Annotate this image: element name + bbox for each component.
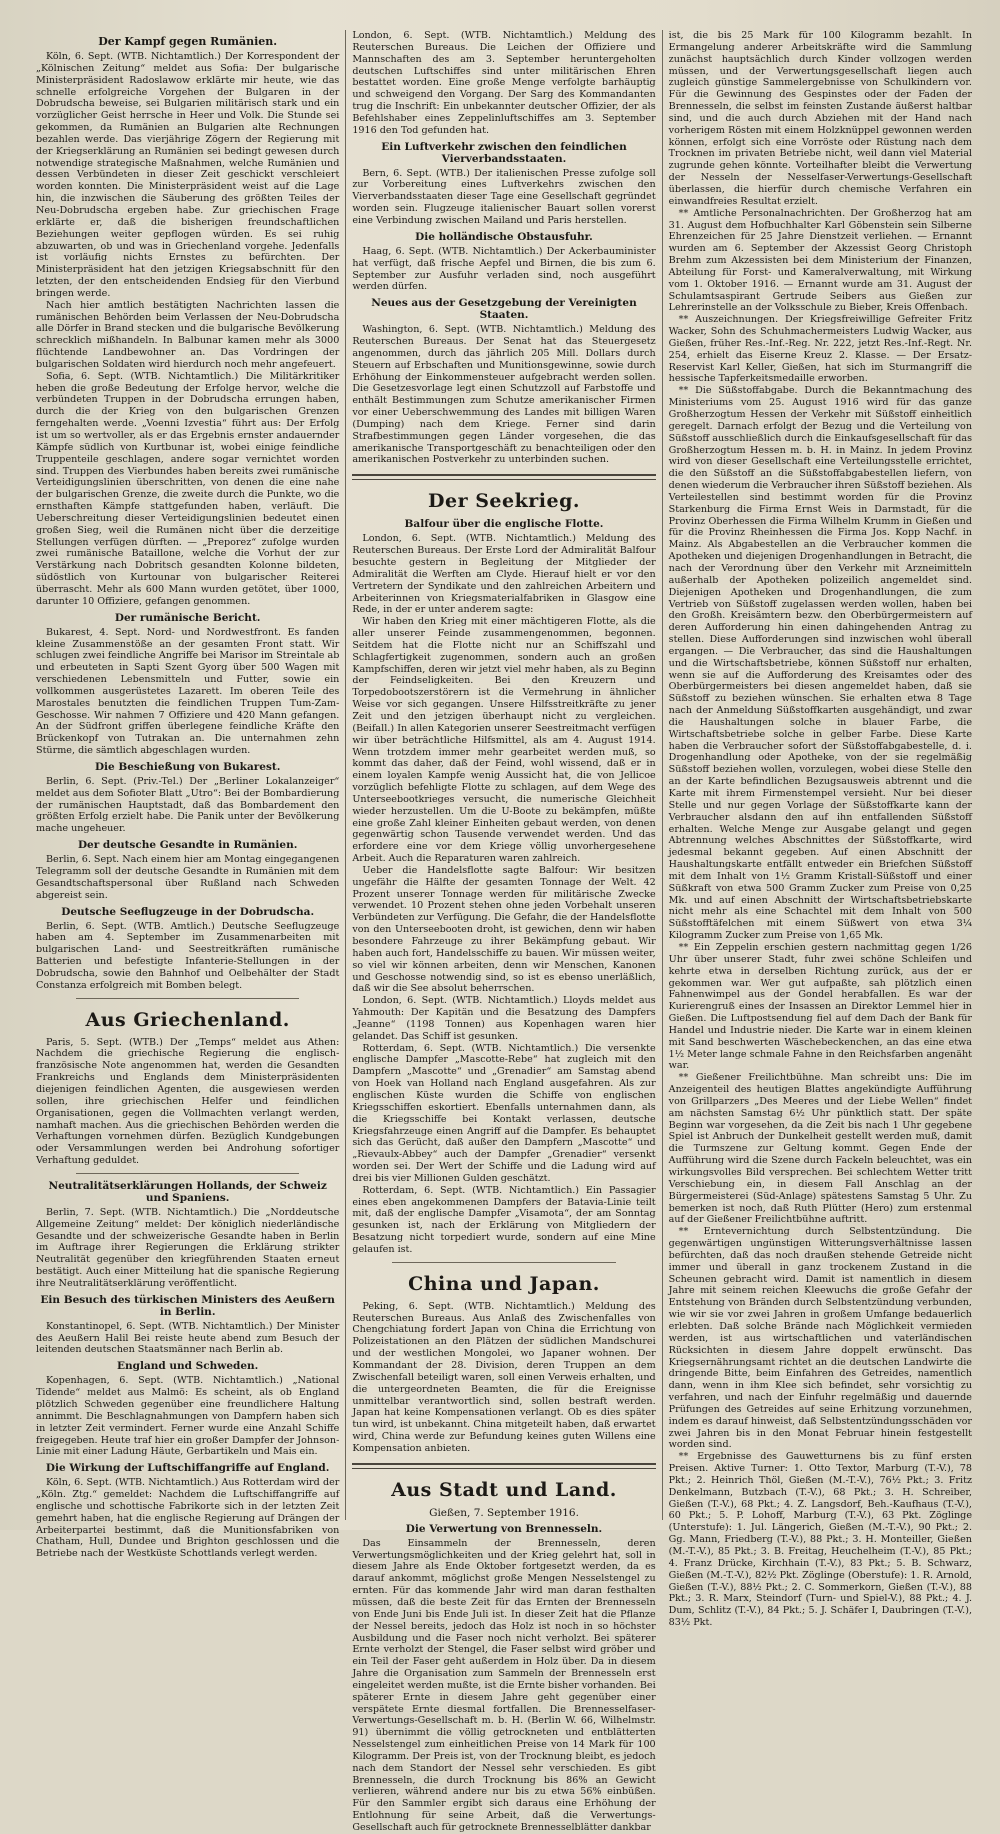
headline-gesetzgebung: Neues aus der Gesetzgebung der Vereinigten Staaten. xyxy=(371,297,637,322)
article-paragraph: London, 6. Sept. (WTB. Nichtamtlich.) Meldung des Reuterschen Bureaus. Der Erste Lord der Admiralität Balfour besuchte gestern in Begleitung der Mitglieder der Admiralität die Werften am Clyde. Hierauf hielt er vor den Vertretern der Syndikate und den zahlreichen Arbeitern und Arbeiterinnen von Kriegsmaterialfabriken in Glasgow eine Rede, in der er unter anderem sagte: xyxy=(352,533,656,616)
article-paragraph: Konstantinopel, 6. Sept. (WTB. Nichtamtlich.) Der Minister des Aeußern Halil Bei reiste heute abend zum Besuch der leitenden deutschen Staatsmänner nach Berlin ab. xyxy=(36,1320,340,1356)
headline-england-schweden: England und Schweden. xyxy=(117,1360,259,1373)
article-paragraph: Paris, 5. Sept. (WTB.) Der „Temps“ meldet aus Athen: Nachdem die griechische Regierung die englisch-französische Note angenommen hat, werden die Gesandten Frankreichs und Englands dem Ministerpräsidenten diejenigen feindlichen Agenten, die ausgewiesen werden sollen, ihre griechischen Helfer und feindlichen Organisationen, gegen die Vollmachten verlangt werden, namhaft machen. Aus die griechischen Behörden werden die Verhaftungen vornehmen dürfen. Bezüglich Kundgebungen oder Versammlungen werden bei Androhung sofortiger Verhaftung geduldet. xyxy=(36,1036,340,1167)
column-right xyxy=(668,30,972,1629)
article-paragraph: ** Erntevernichtung durch Selbstentzündung. Die gegenwärtigen ungünstigen Witterungsverhältnisse lassen befürchten, daß das noch draußen stehende Getreide nicht immer und überall in ganz trockenem Zustand in die Scheunen gebracht wird. Damit ist namentlich in diesem Jahre mit seinem reichen Kleewuchs die große Gefahr der Entstehung von Bränden durch Selbstentzündung verbunden, wie wir sie vor zwei Jahren in großem Umfange bedauerlich erlebten. Daß solche Brände nach Möglichkeit vermieden werden, ist aus wirtschaftlichen und vaterländischen Rücksichten in diesem Jahre doppelt erwünscht. Das Kriegsernährungsamt richtet an die deutschen Landwirte die dringende Bitte, beim Einfahren des Getreides, namentlich dann, wenn in ihm Klee sich befindet, sehr vorsichtig zu verfahren, und nach der Einfuhr regelmäßig und dauernde Prüfungen des Getreides auf seine Erhitzung vorzunehmen, indem es darauf hinweist, daß Selbstentzündungsschäden vor zwei Jahren bis in den Monat Februar hinein festgestellt worden sind. xyxy=(668,1226,972,1451)
column-left xyxy=(36,30,340,1560)
dateline: Gießen, 7. September 1916. xyxy=(429,1506,579,1519)
article-paragraph: Das Einsammeln der Brennesseln, deren Verwertungsmöglichkeiten und der Krieg gelehrt hat, soll in diesem Jahre als Ende Oktober fortgesetzt werden, da es darauf ankommt, möglichst große Mengen Nesselstengel zu ernten. Für das kommende Jahr wird man daran festhalten müssen, daß die beste Zeit für das Ernten der Brennesseln von Ende Juni bis Ende Juli ist. In dieser Zeit hat die Pflanze der Nessel bereits, jedoch das Holz ist noch in so höchster Ausbildung und die Faser noch nicht verholzt. Bei späterer Ernte verholzt der Stengel, die Faser selbst wird gröber und ein Teil der Faser geht außerdem in Holz über. Da in diesem Jahre die Organisation zum Sammeln der Brennesseln erst eingeleitet werden mußte, ist die Ernte bisher vorhanden. Bei späterer Ernte in diesem Jahre geht gegenüber einer verspätete Ernte diesmal fortfallen. Die Brennesselfaser-Verwertungs-Gesellschaft m. b. H. (Berlin W. 66, Wilhelmstr. 91) übernimmt die völlig getrockneten und entblätterten Nesselstengel zum einheitlichen Preise von 14 Mark für 100 Kilogramm. Der Preis ist, von der Trocknung bleibt, es jedoch nach dem Standort der Nessel sehr verschieden. Es gibt Brennesseln, die durch Trocknung bis 86% an Gewicht verlieren, während andere nur bis zu etwa 56% einbüßen. Für den Sammler ergibt sich daraus eine Erhöhung der Entlohnung für seine Arbeit, daß die Verwertungs-Gesellschaft auch für getrocknete Brennesselblätter dankbar xyxy=(352,1537,656,1833)
article-paragraph: ** Ein Zeppelin erschien gestern nachmittag gegen 1/26 Uhr über unserer Stadt, fuhr zwei schöne Schleifen und kehrte etwa in derselben Richtung zurück, aus der er gekommen war. Wer gut aufpaßte, sah plötzlich einen Fahnenwimpel aus der Gondel herabfallen. Es war der Kurierengruß eines der Insassen an Direktor Lemmel hier in Gießen. Die Luftpostsendung fiel auf dem Dach der Bank für Handel und Industrie nieder. Die Karte war in einem kleinen mit Sand beschwerten Wäschebeckenchen, an das eine etwa 1½ Meter lange schmale Fahne in den Reichsfarben angenäht war. xyxy=(668,941,972,1072)
article-paragraph: ** Die Süßstoffabgabe. Durch die Bekanntmachung des Ministeriums vom 25. August 1916 wird für das ganze Großherzogtum Hessen der Verkehr mit Süßstoff einheitlich geregelt. Darnach erfolgt der Bezug und die Verteilung von Süßstoff ausschließlich durch die Einkaufsgesellschaft für das Großherzogtum Hessen m. b. H. in Mainz. In jedem Provinz wird von dieser Gesellschaft eine Verteilungsstelle errichtet, die den Süßstoff an die Süßstoffabgabestellen liefern, von denen wiederum die Verbraucher ihren Süßstoff beziehen. Als Verteilestellen sind bestimmt worden für die Provinz Starkenburg die Firma Ernst Weis in Darmstadt, für die Provinz Oberhessen die Firma Wilhelm Krumm in Gießen und für die Provinz Rheinhessen die Firma Jos. Kopp Nachf. in Mainz. Als Abgabestellen an die Verbraucher kommen die Apotheken und diejenigen Drogenhandlungen in Betracht, die nach der Verordnung über den Verkehr mit Arzneimitteln außerhalb der Apotheken polizeilich angemeldet sind. Diejenigen Apotheken und Drogenhandlungen, die zum Vertrieb von Süßstoff zugelassen werden wollen, haben bei den Großh. Kreisämtern bezw. den Oberbürgermeistern auf deren Aufforderung hin einen dahingehenden Antrag zu stellen. Diese Aufforderungen sind inzwischen wohl überall ergangen. — Die Verbraucher, das sind die Haushaltungen und die Wirtschaftsbetriebe, können Süßstoff nur erhalten, wenn sie auf die Aufforderung des Kreisamtes oder des Oberbürgermeisters bei diesen angemeldet haben, daß sie Süßstoff zu beziehen wünschen. Sie erhalten etwa 8 Tage nach der Anmeldung Süßstoffkarten ausgehändigt, und zwar die Haushaltungen solche in blauer Farbe, die Wirtschaftsbetriebe solche in gelber Farbe. Diese Karte haben die Verbraucher sofort der Süßstoffabgabestelle, d. i. Drogenhandlung oder Apotheke, von der sie regelmäßig Süßstoff beziehen wollen, vorzulegen, wobei diese Stelle den an der Karte befindlichen Bezugsausweis abtrennt und die Karte mit ihrem Firmenstempel versieht. Nur bei dieser Stelle und nur gegen Vorlage der Süßstoffkarte kann der Verbraucher alsdann den auf ihn entfallenden Süßstoff erhalten. Welche Menge zur Ausgabe gelangt und gegen Abtrennung welches Abschnittes der Süßstoffkarte, wird jedesmal bekannt gegeben. Auf einen Abschnitt der Haushaltungskarte entfällt entweder ein Briefchen Süßstoff mit dem Inhalt von 1½ Gramm Kristall-Süßstoff und einer Süßkraft von etwa 500 Gramm Zucker zum Preise von 0,25 Mk. und auf einen Abschnitt der Wirtschaftsbetriebskarte nicht mehr als eine Schachtel mit dem Inhalt von 500 Süßstofftäfelchen mit einem Süßwert von etwa 3¼ Kilogramm Zucker zum Preise von 1,65 Mk. xyxy=(668,385,972,942)
headline-beschiessung-bukarest: Die Beschießung von Bukarest. xyxy=(94,760,281,773)
column-middle xyxy=(352,30,656,1833)
article-paragraph: Köln, 6. Sept. (WTB. Nichtamtlich.) Der Korrespondent der „Kölnischen Zeitung“ meldet aus Sofia: Der bulgarische Ministerpräsident Radoslawow erklärte mir heute, wie das schnelle erfolgreiche Vorgehen der Bulgaren in der Dobrudscha beweise, sei Bulgarien militärisch stark und ein vorzüglicher Geist herrsche in Heer und Volk. Die Stunde sei gekommen, da Rumänien an Bulgarien alte Rechnungen bezahlen werde. Das vierjährige Zögern der Regierung mit der Kriegserklärung an Rumänien sei bedingt gewesen durch notwendige strategische Maßnahmen, welche Rumänien und dessen Verbündeten in dieser Zeit geschickt verschleiert worden konnten. Die Ministerpräsident weist auf die Lage hin, die inzwischen die Säuberung des größten Teiles der Neu-Dobrudscha ergeben habe. Zur griechischen Frage erklärte er, daß die bisherigen freundschaftlichen Beziehungen weiter gepflogen würden. Es sei ruhig abzuwarten, ob und was in Griechenland vorgehe. Jedenfalls ist vorläufig nichts Ernstes zu befürchten. Der Ministerpräsident hat den jetzigen Kriegsabschnitt für den letzten, der den entscheidenden Endsieg für den Vierbund bringen werde. xyxy=(36,51,340,299)
article-paragraph: Berlin, 6. Sept. (Priv.-Tel.) Der „Berliner Lokalanzeiger“ meldet aus dem Sofioter Blatt „Utro“: Bei der Bombardierung der rumänischen Hauptstadt, daß das Bombardement den größten Erfolg erzielt habe. Die Panik unter der Bevölkerung mache ungeheuer. xyxy=(36,775,340,835)
article-paragraph: ** Ergebnisse des Gauwetturnens bis zu fünf ersten Preisen. Aktive Turner: 1. Otto Textor, Marburg (T.-V.), 78 Pkt.; 2. Heinrich Thöl, Gießen (M.-T.-V.), 76½ Pkt.; 3. Fritz Denkelmann, Butzbach (T.-V.), 68 Pkt.; 3. H. Schreiber, Gießen (T.-V.), 68 Pkt.; 4. Z. Langsdorf, Beh.-Kaufhaus (T.-V.), 60 Pkt.; 5. P. Lohoff, Marburg (T.-V.), 63 Pkt. Zöglinge (Unterstufe): 1. Jul. Längerich, Gießen (M.-T.-V.), 90 Pkt.; 2. Gg. Mann, Friedberg (T.-V.), 88 Pkt.; 3. H. Monteiller, Gießen (M.-T.-V.), 85 Pkt.; 3. B. Freitag, Heuchelheim (T.-V.), 85 Pkt.; 4. Franz Drücke, Kirchhain (T.-V.), 83 Pkt.; 5. B. Schwarz, Gießen (M.-T.-V.), 82½ Pkt. Zöglinge (Oberstufe): 1. R. Arnold, Gießen (T.-V.), 88½ Pkt.; 2. C. Sommerkorn, Gießen (T.-V.), 88 Pkt.; 3. R. Marx, Steindorf (Turn- und Spiel-V.), 88 Pkt.; 4. J. Dum, Schlitz (T.-V.), 84 Pkt.; 5. J. Schäfer I, Daubringen (T.-V.), 83½ Pkt. xyxy=(668,1451,972,1629)
headline-deutsche-gesandte: Der deutsche Gesandte in Rumänien. xyxy=(77,839,298,852)
article-paragraph: Wir haben den Krieg mit einer mächtigeren Flotte, als die aller unserer Feinde zusammengenommen, begonnen. Seitdem hat die Flotte nicht nur an Schiffszahl und Schlagfertigkeit zugenommen, sondern auch an großen Kampfschiffen, deren wir jetzt viel mehr haben, als zu Beginn der Feindseligkeiten. Bei den Kreuzern und Torpedobootszerstörern ist die Vermehrung in ähnlicher Weise vor sich gegangen. Unsere Hilfsstreitkräfte zu jener Zeit und den jetzigen überhaupt nicht zu vergleichen. (Beifall.) In allen Kategorien unserer Seestreitmacht verfügen wir über beträchtliche Hilfsmittel, als am 4. August 1914. Wenn trotzdem immer mehr gearbeitet werden muß, so kommt das daher, daß der Feind, wohl wissend, daß er in einem loyalen Kampfe wenig Aussicht hat, die von Jellicoe vorzüglich befehligte Flotte zu schlagen, auf dem Wege des Unterseebootkrieges versucht, die numerische Gleichheit wieder herzustellen. Um die U-Boote zu bekämpfen, müßte eine große Zahl kleiner Einheiten gebaut werden, von denen gegenwärtig schon Tausende verwendet werden. Und das erfordere eine vor dem Kriege völlig unvorhergesehene Arbeit. Auch die Reparaturen waren zahlreich. xyxy=(352,616,656,865)
headline-seekrieg: Der Seekrieg. xyxy=(428,490,580,513)
article-paragraph: Berlin, 7. Sept. (WTB. Nichtamtlich.) Die „Norddeutsche Allgemeine Zeitung“ meldet: Der königlich niederländische Gesandte und der schweizerische Gesandte haben in Berlin im Auftrage ihrer Regierungen die Erklärung strikter Neutralität gegenüber den kriegführenden Staaten erneut bestätigt. Auch einer Mitteilung hat die spanische Regierung ihre Neutralitätserklärung veröffentlicht. xyxy=(36,1206,340,1289)
headline-china-japan: China und Japan. xyxy=(408,1272,600,1295)
article-paragraph: Peking, 6. Sept. (WTB. Nichtamtlich.) Meldung des Reuterschen Bureaus. Aus Anlaß des Zwischenfalles von Chengchiatung fordert Japan von China die Errichtung von Polizeistationen an den Plätzen der südlichen Mandschurei und der westlichen Mongolei, wo Japaner wohnen. Der Kommandant der 28. Division, deren Truppen an dem Zwischenfall beteiligt waren, soll einen Verweis erhalten, und die untergeordneten Beamten, die für die Ereignisse unmittelbar verantwortlich sind, sollen bestraft werden. Japan hat keine Kompensationen verlangt. Ob es dies später tun wird, ist unbekannt. China mitgeteilt haben, daß erwartet wird, China werde zur Befundung keines guten Willens eine Kompensation anbieten. xyxy=(352,1300,656,1454)
divider xyxy=(352,1463,655,1469)
article-paragraph: Rotterdam, 6. Sept. (WTB. Nichtamtlich.) Ein Passagier eines eben angekommenen Dampfers der Batavia-Linie teilt mit, daß der englische Dampfer „Visamota“, der am Sonntag gesunken ist, nach der Erklärung von Mitgliedern der Besatzung nicht torpediert wurde, sondern auf eine Mine gelaufen ist. xyxy=(352,1184,656,1255)
headline-balfour: Balfour über die englische Flotte. xyxy=(404,518,604,531)
article-paragraph: Köln, 6. Sept. (WTB. Nichtamtlich.) Aus Rotterdam wird der „Köln. Ztg.“ gemeldet: Nachdem die Luftschiffangriffe auf englische und schottische Fabrikorte sich in der letzten Zeit gemehrt haben, hat die englische Regierung auf Drängen der Arbeiterpartei bestimmt, daß die Munitionsfabriken von Chatham, Hull, Dundee und Brighton geschlossen und die Betriebe nach der Westküste Schottlands verlegt werden. xyxy=(36,1477,340,1560)
article-paragraph: Nach hier amtlich bestätigten Nachrichten lassen die rumänischen Behörden beim Verlassen der Neu-Dobrudscha alle Dörfer in Brand stecken und die bulgarische Bevölkerung schrecklich mißhandeln. In Balbunar kamen mehr als 3000 flüchtende Landbewohner an. Das Vordringen der bulgarischen Soldaten wird hierdurch noch mehr angefeuert. xyxy=(36,299,340,370)
headline-neutralitaet: Neutralitätserklärungen Hollands, der Schweiz und Spaniens. xyxy=(48,1179,327,1204)
article-paragraph: ** Gießener Freilichtbühne. Man schreibt uns: Die im Anzeigenteil des heutigen Blattes angekündigte Aufführung von Grillparzers „Des Meeres und der Liebe Wellen“ findet am nächsten Samstag 6½ Uhr pünktlich statt. Der späte Beginn war vorgesehen, da die Zeit bis nach 1 Uhr gegebene Spiel ist Anbruch der Dunkelheit gestellt werden muß, damit die Turmszene zur Geltung kommt. Gegen Ende der Aufführung wird die Szene durch Fackeln beleuchtet, was ein wirkungsvolles Bild versprechen. Bei schlechtem Wetter tritt Verschiebung ein, in diesem Fall Anschlag an der Bürgermeisterei (Süd-Anlage) spätestens Samstag 5 Uhr. Zu bemerken ist noch, daß Ruth Plütter (Hero) zum erstenmal auf der Gießener Freilichtbühne auftritt. xyxy=(668,1072,972,1226)
article-paragraph: Bern, 6. Sept. (WTB.) Der italienischen Presse zufolge soll zur Vorbereitung eines Luftverkehrs zwischen den Vierverbandsstaaten dieser Tage eine Gesellschaft gegründet worden sein. Flugzeuge italienischer Bauart sollen vorerst eine Verbindung zwischen Mailand und Paris herstellen. xyxy=(352,167,656,226)
headline-brennesseln: Die Verwertung von Brennesseln. xyxy=(405,1522,603,1535)
column-rule xyxy=(662,30,663,1520)
divider xyxy=(76,998,299,999)
divider xyxy=(392,1262,615,1263)
article-paragraph: London, 6. Sept. (WTB. Nichtamtlich.) Meldung des Reuterschen Bureaus. Die Leichen der Offiziere und Mannschaften des am 3. September heruntergeholten deutschen Luftschiffes sind unter militärischen Ehren bestattet worden. Eine große Menge verfolgte barhäuptig und schweigend den Vorgang. Der Sarg des Kommandanten trug die Inschrift: Ein unbekannter deutscher Offizier, der als Befehlshaber eines Zeppelinluftschiffes am 3. September 1916 den Tod gefunden hat. xyxy=(352,30,656,136)
article-paragraph: ** Amtliche Personalnachrichten. Der Großherzog hat am 31. August dem Hofbuchhalter Karl Göbenstein sein Silberne Ehrenzeichen für 25 Jahre Dienstzeit verliehen. — Ernannt wurden am 6. September der Akzessist Georg Christoph Brehm zum Akzessisten bei dem Ministerium der Finanzen, Abteilung für Forst- und Kameralverwaltung, mit Wirkung vom 1. Oktober 1916. — Ernannt wurde am 31. August der Schulamtsaspirant Gertrude Seibers aus Gießen zur Lehrerinstelle an der Volksschule zu Bieber, Kreis Offenbach. xyxy=(668,207,972,314)
article-paragraph: London, 6. Sept. (WTB. Nichtamtlich.) Lloyds meldet aus Yahmouth: Der Kapitän und die Besatzung des Dampfers „Jeanne“ (1198 Tonnen) aus Kopenhagen waren hier gelandet. Das Schiff ist gesunken. xyxy=(352,995,656,1042)
article-paragraph: Sofia, 6. Sept. (WTB. Nichtamtlich.) Die Militärkritiker heben die große Bedeutung der Erfolge hervor, welche die verbündeten Truppen in der Dobrudscha errungen haben, durch die der Krieg von den bulgarischen Grenzen ferngehalten werde. „Voenni Izvestia“ führt aus: Der Erfolg ist um so wertvoller, als er das Ergebnis ernster andauernder Kämpfe südlich von Kurtbunar ist, wobei einige feindliche Truppenteile geschlagen, andere sogar vernichtet worden sind. Truppen des Vierbundes haben bereits zwei rumänische Verteidigungslinien überschritten, von denen die eine nahe der bulgarischen Grenze, die zweite durch die Punkte, wo die ernsthaften Kämpfe stattgefunden haben, verläuft. Die Ueberschreitung dieser Verteidigungslinien bedeutet einen großen Sieg, weil die Rumänen nicht über die derzeitige Stellungen verfügen dürften. — „Preporez“ zufolge wurden zwei rumänische Bataillone, welche die Vorhut der zur Verstärkung nach Dobritsch gesandten Kolonne bildeten, südöstlich von Kurtounar von bulgarischer Reiterei überrascht. Mehr als 600 Mann wurden getötet, über 1000, darunter 10 Offiziere, gefangen genommen. xyxy=(36,370,340,607)
article-paragraph: ** Auszeichnungen. Der Kriegsfreiwillige Gefreiter Fritz Wacker, Sohn des Schuhmachermeisters Ludwig Wacker, aus Gießen, früher Res.-Inf.-Reg. Nr. 222, jetzt Res.-Inf.-Regt. Nr. 254, erhielt das Eiserne Kreuz 2. Klasse. — Der Ersatz-Reservist Karl Keller, Gießen, hat sich im Sturmangriff die hessische Tapferkeitsmedaille erworben. xyxy=(668,314,972,385)
article-paragraph: Ueber die Handelsflotte sagte Balfour: Wir besitzen ungefähr die Hälfte der gesamten Tonnage der Welt. 42 Prozent unserer Tonnage werden für militärische Zwecke verwendet. 10 Prozent stehen ohne jeden Vorbehalt unseren Verbündeten zur Verfügung. Die Gefahr, die der Handelsflotte von den Unterseebooten droht, ist gewichen, denn wir haben besondere Fahrzeuge zu ihrer Bekämpfung gebaut. Wir haben auch fort, Handelsschiffe zu bauen. Wir müssen weiter, so viel wir können arbeiten, denn wir Menschen, Kanonen und Geschosse notwendig sind, so ist es ebenso unerläßlich, daß wir die See absolut beherrschen. xyxy=(352,864,656,995)
article-paragraph: Berlin, 6. Sept. Nach einem hier am Montag eingegangenen Telegramm soll der deutsche Gesandte in Rumänien mit dem Gesandtschaftspersonal über Rußland nach Schweden abgereist sein. xyxy=(36,854,340,901)
headline-stadt-land: Aus Stadt und Land. xyxy=(391,1478,617,1501)
article-paragraph: Haag, 6. Sept. (WTB. Nichtamtlich.) Der Ackerbauminister hat verfügt, daß frische Aepfel und Birnen, die bis zum 6. September zur Ausfuhr verladen sind, noch ausgeführt werden dürfen. xyxy=(352,245,656,293)
headline-griechenland: Aus Griechenland. xyxy=(85,1008,290,1031)
article-paragraph: Kopenhagen, 6. Sept. (WTB. Nichtamtlich.) „National Tidende“ meldet aus Malmö: Es scheint, als ob England plötzlich Schweden gegenüber eine freundlichere Haltung annimmt. Die Beschlagnahmungen von Dampfern haben sich in letzter Zeit vermindert. Ferner wurde eine Anzahl Schiffe freigegeben. Heute traf hier ein großer Dampfer der Johnson-Linie mit einer Ladung Häute, Gerbartikeln und Mais ein. xyxy=(36,1375,340,1458)
headline-besuch-minister: Ein Besuch des türkischen Ministers des Aeußern in Berlin. xyxy=(40,1293,335,1318)
article-paragraph: Bukarest, 4. Sept. Nord- und Nordwestfront. Es fanden kleine Zusammenstöße an der gesamten Front statt. Wir schlugen zwei feindliche Angriffe bei Marisor im Streintale ab und erbeuteten in Sapti Szent Gyorg über 500 Wagen mit verschiedenen Lebensmitteln und Futter, sowie ein vollkommen ausgerüstetes Lazarett. Im oberen Teile des Marostales benutzten die feindlichen Truppen Tum-Zam-Geschosse. Wir nahmen 7 Offiziere und 420 Mann gefangen. An der Südfront griffen überlegene feindliche Kräfte den Brückenkopf von Tutrakan an. Die unternahmen zehn Stürme, die sämtlich abgeschlagen wurden. xyxy=(36,626,340,757)
headline-obstausfuhr: Die holländische Obstausfuhr. xyxy=(415,230,593,243)
divider xyxy=(76,1173,299,1174)
divider xyxy=(352,474,655,480)
headline-luftverkehr: Ein Luftverkehr zwischen den feindlichen Vierverbandsstaaten. xyxy=(381,140,627,165)
headline-luftschiffangriffe: Die Wirkung der Luftschiffangriffe auf England. xyxy=(45,1462,330,1475)
article-paragraph: ist, die bis 25 Mark für 100 Kilogramm bezahlt. In Ermangelung anderer Arbeitskräfte wird die Sammlung zunächst hauptsächlich durch Kinder vollzogen werden müssen, und der Verwertungsgesellschaft liegen auch zugleich günstige Sammelergebnisse von Schulkindern vor. Für die Gewinnung des Gespinstes oder der Faden der Brennesseln, die selbst im feinsten Zustande äußerst haltbar sind, und die auch durch Abziehen mit der Hand nach vorherigem Rösten mit einem Holzknüppel gewonnen werden können, erfolgt sich eine Vorröste oder Rüstung nach dem Trocknen im privaten Betriebe nicht, weil dann viel Material zugrunde gehen könnte. Vorteilhafter bleibt die Verwertung der Nesseln der Nesselfaser-Verwertungs-Gesellschaft überlassen, die hierfür durch chemische Verfahren ein einwandfreies Resultat erzielt. xyxy=(668,30,972,207)
article-paragraph: Berlin, 6. Sept. (WTB. Amtlich.) Deutsche Seeflugzeuge haben am 4. September im Zusammenarbeiten mit bulgarischen Land- und Seestreitkräften rumänische Batterien und befestigte Infanterie-Stellungen in der Dobrudscha, sowie den Bahnhof und Oelbehälter der Stadt Constanza erfolgreich mit Bomben belegt. xyxy=(36,920,340,991)
headline-seeflugzeuge: Deutsche Seeflugzeuge in der Dobrudscha. xyxy=(61,905,315,918)
article-paragraph: Washington, 6. Sept. (WTB. Nichtamtlich.) Meldung des Reuterschen Bureaus. Der Senat hat das Steuergesetz angenommen, durch das jährlich 205 Mill. Dollars durch Steuern auf Erbschaften und Munitionsgewinne, sowie durch Erhöhung der Einkommensteuer aufgebracht werden sollen. Die Gesetzesvorlage legt einen Schutzzoll auf Farbstoffe und enthält Bestimmungen zum Schutze amerikanischer Firmen vor einer Ueberschwemmung des Landes mit billigen Waren (Dumping) nach dem Kriege. Ferner sind darin Strafbestimmungen gegen Länder vorgesehen, die das amerikanische Transportgeschäft zu benachteiligen oder den amerikanischen Postverkehr zu unterbinden suchen. xyxy=(352,324,656,466)
headline-kampf-rumaenien: Der Kampf gegen Rumänien. xyxy=(98,35,278,48)
headline-rumaenischer-bericht: Der rumänische Bericht. xyxy=(114,611,261,624)
column-rule xyxy=(345,30,346,1520)
article-paragraph: Rotterdam, 6. Sept. (WTB. Nichtamtlich.) Die versenkte englische Dampfer „Mascotte-Rebe“ hat zugleich mit den Dampfern „Mascotte“ und „Grenadier“ am Samstag abend von Hoek van Holland nach England ausgefahren. Als zur englischen Küste wurden die Schiffe von englischen Kriegsschiffen eskortiert. Ebenfalls unternahmen dann, als die Kriegsschiffe bei Kontakt verlassen, deutsche Kriegsfahrzeuge einen Angriff auf die Dampfer. Es behauptet sich das Gerücht, daß außer den Dampfern „Mascotte“ und „Rievaulx-Abbey“ auch der Dampfer „Grenadier“ versenkt worden sei. Der Wert der Schiffe und die Ladung wird auf drei bis vier Millionen Gulden geschätzt. xyxy=(352,1042,656,1184)
